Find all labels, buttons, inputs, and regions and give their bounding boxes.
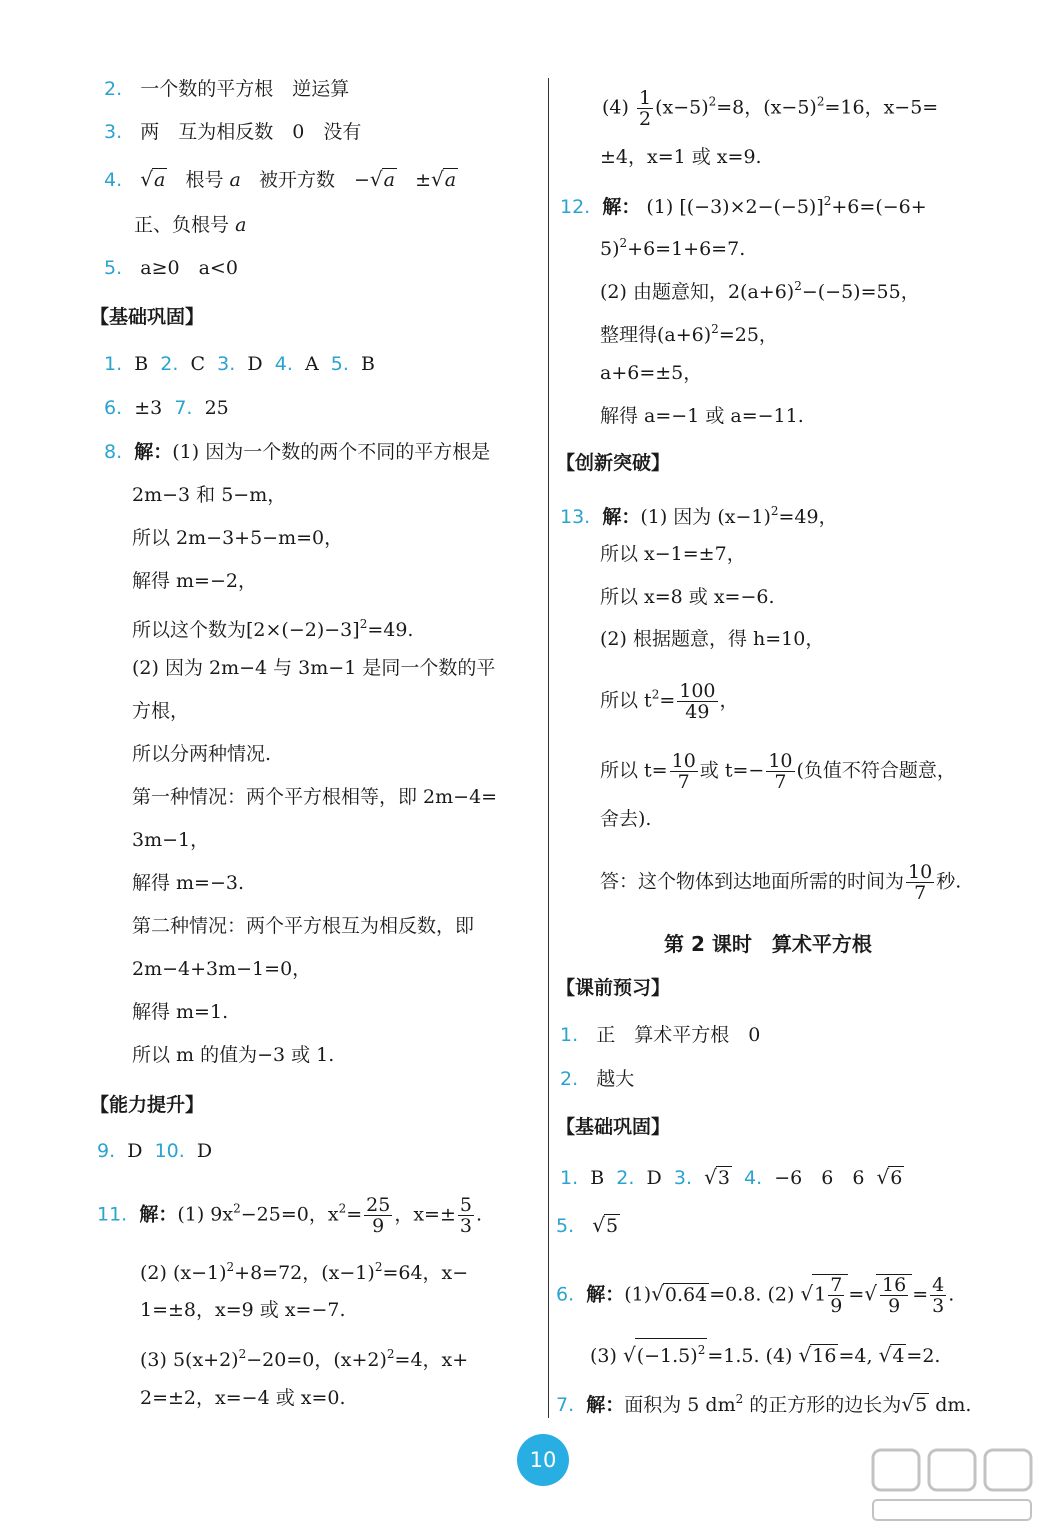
answer-text: ， — [719, 689, 739, 712]
answer-text: (负值不符合题意， — [796, 759, 956, 782]
answer-line — [104, 119, 361, 145]
answer-line — [556, 1386, 971, 1418]
answer-text: =0.8. (2) — [709, 1283, 795, 1306]
answer-line — [104, 166, 458, 193]
answer-text: 正 算术平方根 0 — [596, 1024, 761, 1046]
item-number: 5. — [330, 353, 349, 375]
answer-text: 的正方形的边长为 — [749, 1394, 902, 1416]
answer-line — [104, 439, 490, 465]
superscript: 2 — [816, 94, 825, 109]
solution-line — [600, 230, 745, 262]
item-number: 10. — [154, 1140, 185, 1162]
radicand — [876, 1274, 912, 1316]
solution-line — [600, 681, 739, 722]
item-number: 2. — [560, 1068, 579, 1090]
answer-text: B — [590, 1167, 605, 1189]
answer-text: (2) (x−1) — [140, 1262, 227, 1284]
answer-text: −25=0，x — [240, 1203, 339, 1226]
numerator: 4 — [932, 1274, 945, 1296]
denominator: 49 — [685, 701, 710, 723]
answer-text: = — [346, 1203, 363, 1226]
answer-text: =1.5. (4) — [707, 1345, 793, 1367]
answer-text: =64，x− — [382, 1262, 469, 1284]
solution-label: 解： — [139, 1203, 178, 1226]
answer-text: 所以 t — [600, 689, 652, 712]
answer-text: 所以这个数为[2×(−2)−3] — [132, 619, 360, 641]
radical-sign: √ — [864, 1281, 878, 1306]
denominator: 2 — [638, 108, 652, 130]
radicand: 4 — [892, 1345, 905, 1367]
column-divider — [548, 78, 549, 1418]
fraction — [906, 862, 934, 903]
answer-text: C — [190, 353, 206, 375]
radicand: 6 — [890, 1167, 903, 1189]
answer-text: −20=0，(x+2) — [246, 1349, 387, 1371]
radical-sign: √ — [622, 1343, 636, 1367]
answer-text: D — [646, 1167, 662, 1189]
numerator: 16 — [882, 1274, 907, 1296]
denominator: 3 — [932, 1295, 945, 1317]
answer-text: 越大 — [596, 1068, 635, 1090]
section-heading: 【基础巩固】 — [90, 306, 205, 328]
solution-line: 第一种情况：两个平方根相等，即 2m−4= — [132, 786, 498, 808]
numerator: 10 — [768, 750, 793, 772]
answer-text: =49. — [367, 619, 414, 641]
numerator: 100 — [679, 680, 716, 702]
denominator: 9 — [888, 1295, 901, 1317]
answer-text: +6=1+6=7. — [627, 238, 746, 260]
answer-line — [560, 1022, 760, 1048]
radical-sign: √ — [798, 1343, 812, 1367]
answer-text: . — [475, 1203, 483, 1226]
solution-line — [140, 1254, 468, 1286]
item-number: 1. — [104, 353, 123, 375]
fraction — [637, 88, 653, 129]
answer-text: =8，(x−5) — [716, 96, 817, 119]
radicand: a — [383, 169, 395, 191]
item-number: 6. — [104, 397, 123, 419]
answer-text: 被开方数 − — [258, 169, 370, 191]
whole-part: 1 — [814, 1283, 827, 1306]
answer-text: 正、负根号 — [134, 214, 230, 236]
superscript: 2 — [711, 322, 719, 336]
answer-text: 5) — [600, 238, 620, 260]
item-number: 12. — [560, 196, 591, 218]
section-heading: 【基础巩固】 — [556, 1116, 671, 1138]
item-number: 1. — [560, 1024, 579, 1046]
solution-line: 所以 m 的值为−3 或 1. — [132, 1044, 335, 1066]
radical-sign: √ — [140, 167, 154, 191]
answer-text: 根号 — [185, 169, 224, 191]
solution-label: 解： — [134, 441, 173, 463]
answer-text: ± — [415, 169, 432, 191]
item-number: 3. — [104, 121, 123, 143]
solution-line: 所以 2m−3+5−m=0， — [132, 527, 344, 549]
item-number: 9. — [97, 1140, 116, 1162]
answer-line — [560, 188, 927, 220]
fraction — [880, 1275, 908, 1316]
answer-text: A — [304, 353, 319, 375]
superscript: 2 — [794, 279, 802, 293]
solution-line: 所以分两种情况. — [132, 743, 272, 765]
numerator: 10 — [908, 861, 933, 883]
radical-sign: √ — [876, 1165, 890, 1189]
superscript: 2 — [697, 1343, 706, 1357]
radical-sign: √ — [901, 1392, 915, 1416]
superscript: 2 — [770, 504, 779, 518]
answer-text: =2. — [906, 1345, 941, 1367]
item-number: 4. — [104, 169, 123, 191]
superscript: 2 — [708, 94, 717, 109]
lesson-title: 第 2 课时 算术平方根 — [664, 932, 872, 956]
answer-text: (3) 5(x+2) — [140, 1349, 239, 1371]
answer-line — [556, 1212, 620, 1239]
radical-sign: √ — [431, 167, 444, 191]
item-number: 2. — [160, 353, 179, 375]
numerator: 7 — [830, 1274, 843, 1296]
section-heading: 【创新突破】 — [556, 452, 671, 474]
section-heading: 【课前预习】 — [556, 977, 671, 999]
superscript: 2 — [823, 194, 832, 208]
solution-line — [132, 611, 413, 643]
solution-line: 1=±8，x=9 或 x=−7. — [140, 1299, 346, 1321]
item-number: 2. — [104, 78, 123, 100]
answer-line — [134, 212, 246, 238]
solution-label: 解： — [602, 196, 641, 218]
radicand: 5 — [915, 1394, 928, 1416]
item-number: 3. — [217, 353, 236, 375]
answer-text: =49， — [778, 506, 838, 528]
answer-line — [97, 1195, 482, 1236]
denominator: 7 — [914, 882, 927, 904]
answer-text: = — [659, 689, 676, 712]
solution-line: 第二种情况：两个平方根互为相反数，即 — [132, 915, 475, 937]
solution-line: 2m−4+3m−1=0， — [132, 958, 312, 980]
answer-text: 整理得(a+6) — [600, 324, 712, 346]
fraction — [766, 751, 794, 792]
solution-line: 方根， — [132, 700, 190, 722]
solution-line — [600, 273, 920, 305]
answer-text: a≥0 a<0 — [140, 257, 238, 279]
radicand: 16 — [812, 1345, 837, 1367]
fraction — [930, 1275, 946, 1316]
answer-text: B — [361, 353, 375, 375]
superscript: 2 — [386, 1347, 395, 1361]
solution-line — [590, 1338, 940, 1369]
answer-text: (1) — [624, 1283, 652, 1306]
answer-text: 面积为 5 dm — [624, 1394, 736, 1416]
answer-text: =25， — [718, 324, 778, 346]
fraction — [670, 751, 698, 792]
solution-line: ±4，x=1 或 x=9. — [600, 146, 762, 168]
solution-line: 所以 x−1=±7， — [600, 543, 746, 565]
answer-text: +8=72，(x−1) — [234, 1262, 375, 1284]
solution-line: 解得 a=−1 或 a=−11. — [600, 405, 804, 427]
answer-line — [104, 255, 238, 281]
page-number-badge: 10 — [517, 1434, 569, 1486]
answer-line — [560, 1164, 904, 1191]
answer-text: (1) 因为 (x−1) — [640, 506, 771, 528]
fraction — [677, 681, 717, 722]
answer-line — [560, 498, 838, 530]
superscript: 2 — [238, 1347, 247, 1361]
answer-text: D — [127, 1140, 143, 1162]
answer-text: =4, — [838, 1345, 873, 1367]
radical-sign: √ — [651, 1281, 664, 1306]
radicand: a — [154, 169, 166, 191]
superscript: 2 — [233, 1201, 241, 1216]
radical-sign: √ — [369, 167, 383, 191]
solution-line: (2) 因为 2m−4 与 3m−1 是同一个数的平 — [132, 657, 496, 679]
denominator: 9 — [372, 1215, 385, 1237]
superscript: 2 — [619, 236, 628, 250]
answer-line — [104, 351, 375, 377]
denominator: 7 — [774, 771, 787, 793]
watermark-logo — [869, 1444, 1039, 1526]
answer-text: (4) — [602, 96, 629, 119]
solution-line: 3m−1， — [132, 829, 210, 851]
solution-label: 解： — [586, 1394, 625, 1416]
answer-text: (x−5) — [655, 96, 709, 119]
answer-text: B — [134, 353, 149, 375]
radical-sign: √ — [592, 1213, 606, 1237]
answer-line — [97, 1138, 212, 1164]
solution-line — [600, 751, 956, 792]
answer-text: 所以 t= — [600, 759, 668, 782]
item-number: 6. — [556, 1283, 575, 1306]
radicand: a — [444, 169, 457, 191]
superscript: 2 — [735, 1392, 744, 1406]
answer-text: (1) [(−3)×2−(−5)] — [646, 196, 824, 218]
denominator: 9 — [830, 1295, 843, 1317]
radicand-text: (−1.5) — [636, 1345, 698, 1367]
solution-line: 解得 m=−2， — [132, 570, 257, 592]
radicand — [635, 1338, 708, 1367]
solution-line: 2m−3 和 5−m， — [132, 484, 287, 506]
item-number: 3. — [673, 1167, 692, 1189]
solution-line — [140, 1341, 468, 1373]
item-number: 7. — [556, 1394, 575, 1416]
solution-line: (2) 根据题意，得 h=10， — [600, 628, 825, 650]
answer-text: ，x=± — [394, 1203, 456, 1226]
superscript: 2 — [374, 1260, 383, 1274]
item-number: 2. — [616, 1167, 635, 1189]
fraction — [828, 1275, 844, 1316]
answer-text: −6 6 6 — [774, 1167, 865, 1189]
answer-text: (2) 由题意知，2(a+6) — [600, 281, 795, 303]
numerator: 25 — [366, 1194, 391, 1216]
answer-line — [104, 76, 349, 102]
answer-text: . — [948, 1283, 955, 1306]
numerator: 5 — [459, 1194, 472, 1216]
answer-text: = — [848, 1283, 865, 1306]
item-number: 5. — [104, 257, 123, 279]
math-var: a — [235, 214, 247, 236]
radicand: 3 — [717, 1167, 730, 1189]
radical-sign: √ — [800, 1281, 814, 1306]
math-var: a — [229, 169, 241, 191]
answer-text: 一个数的平方根 逆运算 — [140, 78, 350, 100]
section-heading: 【能力提升】 — [90, 1094, 205, 1116]
answer-text: (1) 因为一个数的两个不同的平方根是 — [172, 441, 491, 463]
answer-text: D — [247, 353, 263, 375]
answer-text: +6=(−6+ — [831, 196, 927, 218]
answer-text: D — [196, 1140, 213, 1162]
superscript: 2 — [226, 1260, 235, 1274]
solution-label: 解： — [602, 506, 641, 528]
solution-line: 解得 m=1. — [132, 1001, 229, 1023]
item-number: 13. — [560, 506, 591, 528]
item-number: 8. — [104, 441, 123, 463]
answer-line — [556, 1274, 954, 1316]
answer-text: =4，x+ — [394, 1349, 469, 1371]
radicand — [812, 1274, 848, 1316]
superscript: 2 — [338, 1201, 347, 1216]
solution-line: 2=±2，x=−4 或 x=0. — [140, 1387, 346, 1409]
radicand: 5 — [606, 1215, 619, 1237]
denominator: 7 — [677, 771, 690, 793]
radical-sign: √ — [878, 1343, 892, 1367]
answer-text: dm. — [935, 1394, 972, 1416]
answer-line — [560, 1066, 634, 1092]
solution-label: 解： — [586, 1283, 625, 1306]
radical-sign: √ — [704, 1165, 717, 1189]
answer-text: ±3 — [134, 397, 163, 419]
superscript: 2 — [651, 687, 660, 702]
item-number: 1. — [560, 1167, 579, 1189]
item-number: 5. — [556, 1215, 575, 1237]
answer-text: −(−5)=55， — [801, 281, 920, 303]
item-number: 7. — [174, 397, 193, 419]
denominator: 3 — [459, 1215, 472, 1237]
answer-text: 秒. — [936, 870, 962, 893]
solution-line — [600, 862, 961, 903]
answer-text: =16，x−5= — [824, 96, 939, 119]
item-number: 4. — [744, 1167, 763, 1189]
solution-line: a+6=±5， — [600, 362, 703, 384]
numerator: 1 — [638, 87, 652, 109]
answer-text: 25 — [204, 397, 229, 419]
answer-text: (1) 9x — [177, 1203, 234, 1226]
item-number: 4. — [274, 353, 293, 375]
solution-line: 解得 m=−3. — [132, 872, 245, 894]
solution-line — [602, 88, 938, 129]
item-number: 11. — [97, 1203, 128, 1226]
answer-text: 两 互为相反数 0 没有 — [140, 121, 362, 143]
solution-line: 舍去). — [600, 808, 652, 830]
numerator: 10 — [671, 750, 696, 772]
answer-text: (3) — [590, 1345, 617, 1367]
superscript: 2 — [359, 617, 368, 631]
radicand: 0.64 — [664, 1283, 708, 1306]
answer-line — [104, 395, 229, 421]
solution-line: 所以 x=8 或 x=−6. — [600, 586, 775, 608]
answer-text: 或 t=− — [699, 759, 765, 782]
fraction — [458, 1195, 474, 1236]
answer-text: 答：这个物体到达地面所需的时间为 — [600, 870, 905, 893]
solution-line — [600, 316, 778, 348]
fraction — [364, 1195, 392, 1236]
answer-text: = — [912, 1283, 929, 1306]
